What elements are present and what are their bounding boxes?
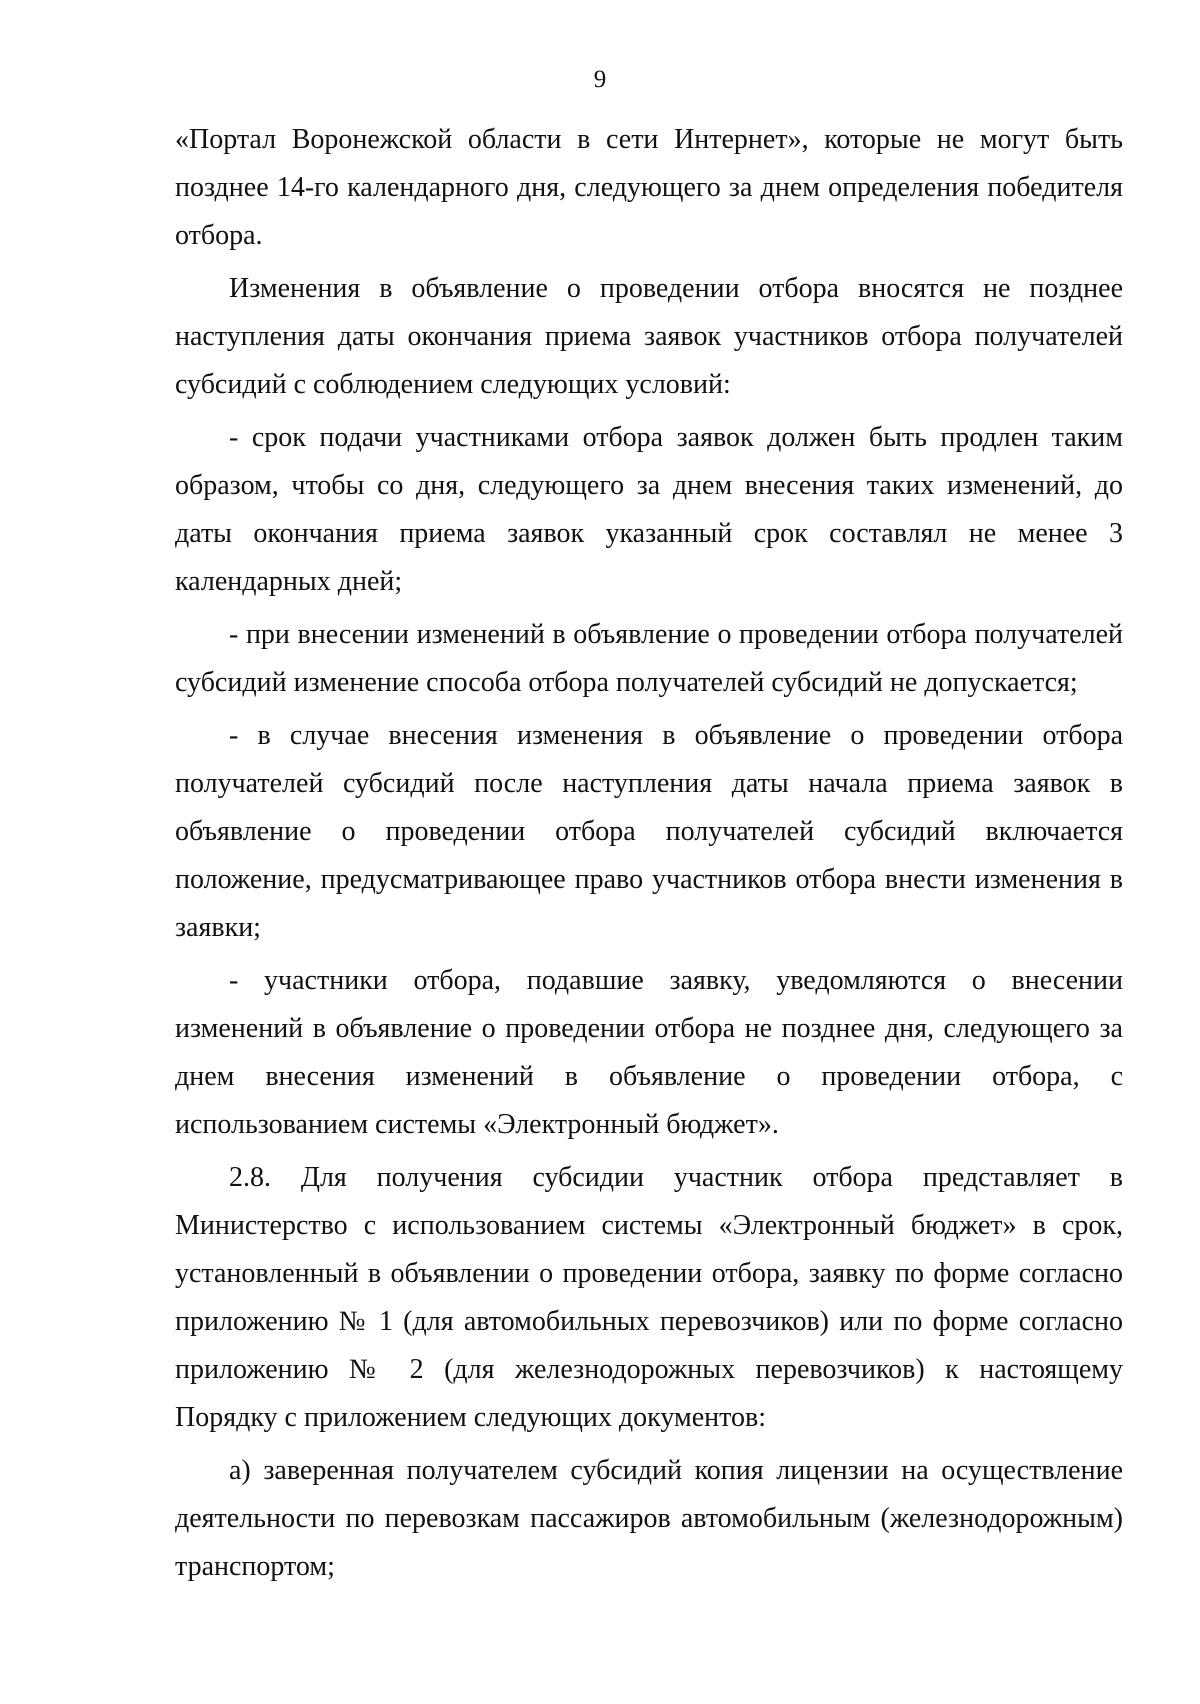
text-line: позднее 14-го календарного дня, следующего за днем определения победителя [175,172,1123,203]
text-line: использованием системы «Электронный бюджет». [175,1109,779,1140]
text-line: изменений в объявление о проведении отбора не позднее дня, следующего за [175,1013,1123,1044]
text-line: 2.8. Для получения субсидии участник отбора представляет в [229,1162,1123,1193]
text-line: - в случае внесения изменения в объявление о проведении отбора [229,720,1123,751]
text-line: Министерство с использованием системы «Электронный бюджет» в срок, [175,1210,1123,1241]
page-number: 9 [593,66,607,93]
paragraph [175,265,1123,409]
text-line: днем внесения изменений в объявление о проведении отбора, с [175,1061,1123,1092]
paragraph [175,957,1123,1149]
paragraph [175,712,1123,952]
text-line: установленный в объявлении о проведении отбора, заявку по форме согласно [175,1258,1123,1289]
text-line: Порядку с приложением следующих документов: [175,1402,766,1433]
text-line: объявление о проведении отбора получателей субсидий включается [175,816,1123,847]
text-line: даты окончания приема заявок указанный срок составлял не менее 3 [175,518,1123,549]
text-line: «Портал Воронежской области в сети Интернет», которые не могут быть [175,124,1123,155]
text-line: наступления даты окончания приема заявок участников отбора получателей [175,321,1123,352]
text-line: календарных дней; [175,566,403,597]
text-line: субсидий изменение способа отбора получателей субсидий не допускается; [175,667,1078,698]
paragraph [175,1447,1123,1591]
text-line: отбора. [175,220,263,251]
text-line: - срок подачи участниками отбора заявок должен быть продлен таким [229,422,1123,453]
text-line: получателей субсидий после наступления даты начала приема заявок в [175,768,1123,799]
text-line: Изменения в объявление о проведении отбора вносятся не позднее [229,273,1123,304]
paragraph [175,116,1123,260]
document-body [175,116,1123,1591]
paragraph [175,414,1123,606]
text-line: заявки; [175,912,261,943]
text-line: положение, предусматривающее право участников отбора внести изменения в [175,864,1123,895]
text-line: приложению № 2 (для железнодорожных перевозчиков) к настоящему [175,1354,1123,1385]
text-line: - при внесении изменений в объявление о проведении отбора получателей [229,619,1123,650]
text-line: приложению № 1 (для автомобильных перевозчиков) или по форме согласно [175,1306,1123,1337]
text-line: а) заверенная получателем субсидий копия лицензии на осуществление [229,1455,1123,1486]
text-line: образом, чтобы со дня, следующего за днем внесения таких изменений, до [175,470,1123,501]
text-line: - участники отбора, подавшие заявку, уведомляются о внесении [229,965,1123,996]
paragraph [175,611,1123,707]
text-line: субсидий с соблюдением следующих условий: [175,369,731,400]
text-line: деятельности по перевозкам пассажиров автомобильным (железнодорожным) [175,1503,1123,1534]
paragraph [175,1154,1123,1442]
text-line: транспортом; [175,1551,335,1582]
